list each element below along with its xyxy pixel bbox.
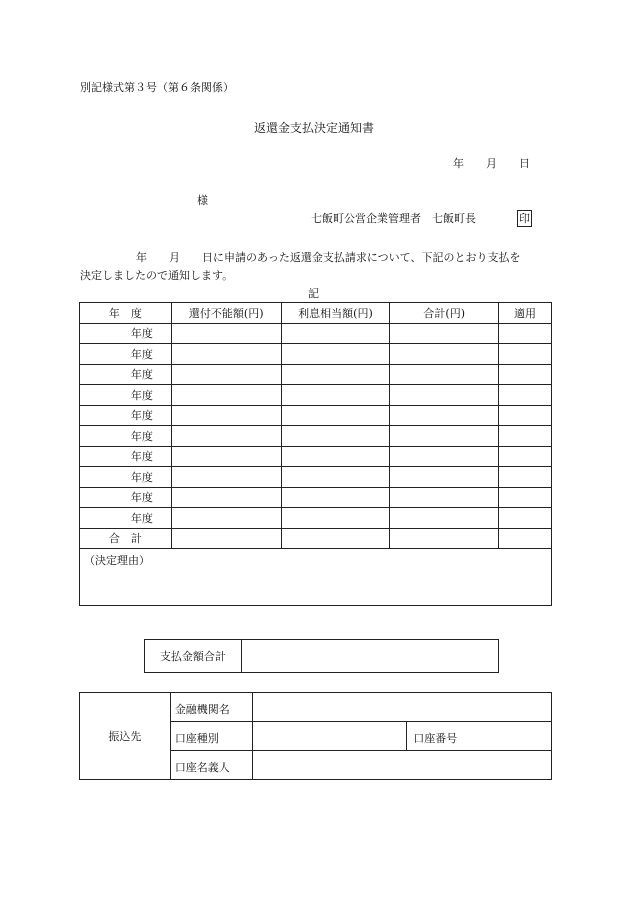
total-cell[interactable] (390, 426, 499, 447)
remarks-cell[interactable] (499, 487, 552, 508)
remarks-cell[interactable] (499, 385, 552, 406)
interest-cell[interactable] (281, 508, 390, 529)
year-cell: 年度 (80, 344, 172, 365)
total-row (80, 528, 552, 549)
account-type-field[interactable] (252, 722, 407, 751)
interest-cell[interactable] (281, 323, 390, 344)
table-row (80, 344, 552, 365)
decision-reason-cell[interactable] (80, 549, 552, 606)
remarks-cell[interactable] (499, 426, 552, 447)
total-cell[interactable] (390, 344, 499, 365)
amount-cell[interactable] (171, 487, 281, 508)
form-label: 別記様式第３号（第６条関係） (80, 81, 234, 94)
recipient-suffix: 様 (197, 194, 208, 207)
year-cell: 年度 (80, 508, 172, 529)
issuer-name: 七飯町公営企業管理者 七飯町長 (311, 212, 476, 225)
year-cell: 年度 (80, 364, 172, 385)
amount-total-cell[interactable] (171, 528, 281, 549)
interest-cell[interactable] (281, 405, 390, 426)
grand-total-cell[interactable] (390, 528, 499, 549)
total-cell[interactable] (390, 364, 499, 385)
payment-total-label: 支払金額合計 (145, 640, 242, 673)
table-row (80, 467, 552, 488)
refund-table (79, 302, 552, 606)
year-cell: 年度 (80, 487, 172, 508)
year-cell: 年度 (80, 385, 172, 406)
reason-row (80, 549, 552, 606)
year-cell: 年度 (80, 426, 172, 447)
seal-mark: 印 (519, 212, 530, 225)
amount-cell[interactable] (171, 385, 281, 406)
total-cell[interactable] (390, 385, 499, 406)
total-cell[interactable] (390, 323, 499, 344)
remarks-cell[interactable] (499, 364, 552, 385)
remarks-cell[interactable] (499, 446, 552, 467)
payment-total-value[interactable] (241, 640, 498, 673)
account-number-label: 口座番号 (413, 732, 458, 745)
header-interest: 利息相当額(円) (281, 303, 390, 324)
year-cell: 年度 (80, 405, 172, 426)
body-line-1: 年 月 日に申請のあった返還金支払請求について、下記のとおり支払を (136, 251, 521, 264)
remarks-total-cell[interactable] (499, 528, 552, 549)
table-row (80, 426, 552, 447)
table-row (80, 405, 552, 426)
amount-cell[interactable] (171, 323, 281, 344)
year-cell: 年度 (80, 467, 172, 488)
table-header-row (80, 303, 552, 324)
table-row (80, 385, 552, 406)
remarks-cell[interactable] (499, 344, 552, 365)
remarks-cell[interactable] (499, 405, 552, 426)
amount-cell[interactable] (171, 467, 281, 488)
date-line: 年 月 日 (453, 157, 530, 170)
amount-cell[interactable] (171, 426, 281, 447)
interest-total-cell[interactable] (281, 528, 390, 549)
header-total: 合計(円) (390, 303, 499, 324)
remarks-cell[interactable] (499, 323, 552, 344)
account-holder-field[interactable] (252, 751, 551, 780)
payment-total-table (144, 639, 499, 673)
issuer (311, 210, 532, 227)
total-cell[interactable] (390, 446, 499, 467)
interest-cell[interactable] (281, 426, 390, 447)
decision-reason-label: （決定理由） (84, 554, 150, 567)
amount-cell[interactable] (171, 508, 281, 529)
year-cell: 年度 (80, 446, 172, 467)
transfer-label: 振込先 (80, 693, 171, 780)
account-holder-label: 口座名義人 (170, 751, 252, 780)
amount-cell[interactable] (171, 446, 281, 467)
year-cell: 年度 (80, 323, 172, 344)
header-unrefundable: 還付不能額(円) (171, 303, 281, 324)
interest-cell[interactable] (281, 344, 390, 365)
bank-name-field[interactable] (252, 693, 551, 722)
interest-cell[interactable] (281, 467, 390, 488)
transfer-table (79, 692, 552, 780)
table-row (80, 364, 552, 385)
total-cell[interactable] (390, 508, 499, 529)
table-row (80, 446, 552, 467)
amount-cell[interactable] (171, 405, 281, 426)
table-row (80, 508, 552, 529)
amount-cell[interactable] (171, 344, 281, 365)
body-line-2: 決定しましたので通知します。 (80, 269, 234, 282)
remarks-cell[interactable] (499, 508, 552, 529)
document-title: 返還金支払決定通知書 (254, 121, 375, 135)
table-row (80, 323, 552, 344)
interest-cell[interactable] (281, 364, 390, 385)
amount-cell[interactable] (171, 364, 281, 385)
total-cell[interactable] (390, 405, 499, 426)
total-cell[interactable] (390, 487, 499, 508)
bank-name-label: 金融機関名 (170, 693, 252, 722)
total-label: 合 計 (80, 528, 172, 549)
interest-cell[interactable] (281, 385, 390, 406)
account-type-label: 口座種別 (170, 722, 252, 751)
header-year: 年 度 (80, 303, 172, 324)
total-cell[interactable] (390, 467, 499, 488)
interest-cell[interactable] (281, 446, 390, 467)
account-number-cell[interactable] (407, 722, 552, 751)
header-remarks: 適用 (499, 303, 552, 324)
table-row (80, 487, 552, 508)
interest-cell[interactable] (281, 487, 390, 508)
ki-label: 記 (308, 287, 319, 300)
remarks-cell[interactable] (499, 467, 552, 488)
